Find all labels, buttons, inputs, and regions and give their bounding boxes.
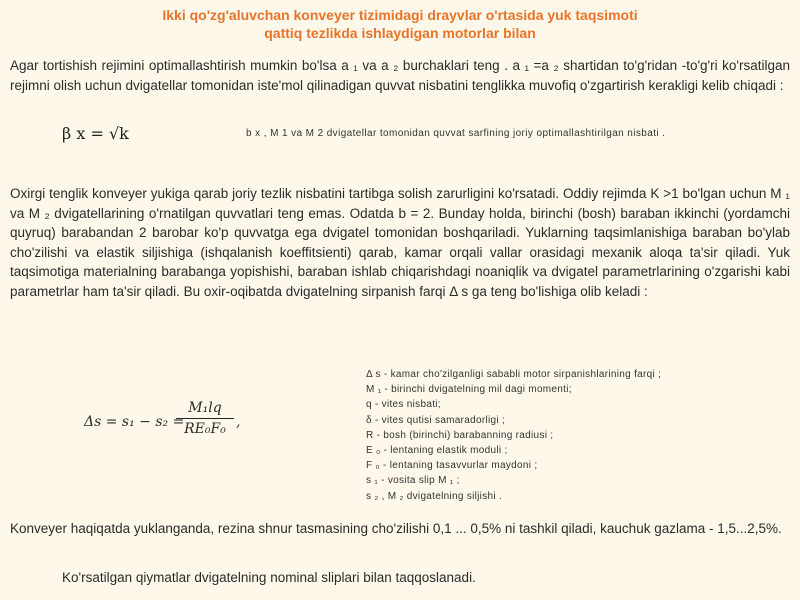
- legend-item: F ₀ - lentaning tasavvurlar maydoni ;: [366, 460, 538, 472]
- formula-slip-difference: [84, 400, 254, 450]
- paragraph-stretch: Konveyer haqiqatda yuklanganda, rezina shnur tasmasining cho'zilishi 0,1 ... 0,5% ni tashkil qiladi, kauchuk gazlama - 1,5...2,5%.: [10, 521, 782, 536]
- legend-item: R - bosh (birinchi) barabanning radiusi ;: [366, 429, 554, 441]
- formula-slip-numerator: M₁lq: [176, 400, 234, 419]
- legend-item: M ₁ - birinchi dvigatelning mil dagi momenti;: [366, 384, 572, 396]
- legend-item: E ₀ - lentaning elastik moduli ;: [366, 445, 508, 457]
- formula-beta-note: b x , M 1 va M 2 dvigatellar tomonidan quvvat sarfining joriy optimallashtirilgan nisbati .: [246, 128, 666, 139]
- paragraph-intro: Agar tortishish rejimini optimallashtirish mumkin bo'lsa a ₁ va a ₂ burchaklari teng . a ₁ =a ₂ shartidan to'g'ridan -to'g'ri ko'rsatilgan rejimni olish uchun dvigatellar tomonidan iste'mol qilinadigan quvvat nisbatini tenglikka muvofiq o'zgartirish kerakligi kelib chiqadi :: [10, 58, 790, 93]
- formula-slip-denominator: RE₀F₀: [184, 421, 226, 437]
- formula-slip-lhs: Δs = s₁ − s₂ =: [84, 414, 185, 430]
- formula-slip-fraction: [176, 400, 234, 437]
- formula-legend: [366, 367, 786, 504]
- title-line-1: Ikki qo'zg'aluvchan konveyer tizimidagi drayvlar o'rtasida yuk taqsimoti: [162, 7, 638, 23]
- legend-item: s ₁ - vosita slip M ₁ ;: [366, 475, 460, 487]
- legend-item: q - vites nisbati;: [366, 399, 441, 411]
- title-line-2: qattiq tezlikda ishlaydigan motorlar bilan: [264, 25, 536, 41]
- legend-item: s ₂ , M ₂ dvigatelning siljishi .: [366, 490, 503, 502]
- formula-slip-comma: ,: [236, 414, 241, 430]
- legend-item: Δ s - kamar cho'zilganligi sababli motor sirpanishlarining farqi ;: [366, 369, 662, 380]
- paragraph-conclusion: Ko'rsatilgan qiymatlar dvigatelning nominal sliplari bilan taqqoslanadi.: [62, 570, 476, 585]
- legend-item: δ - vites qutisi samaradorligi ;: [366, 414, 506, 426]
- page-title: [0, 6, 800, 42]
- formula-beta: β x = √k: [62, 124, 129, 143]
- paragraph-main: Oxirgi tenglik konveyer yukiga qarab joriy tezlik nisbatini tartibga solish zarurligini ko'rsatadi. Oddiy rejimda K >1 bo'lgan uchun M ₁ va M ₂ dvigatellarining o'rnatilgan quvvatlari teng emas. Odatda b = 2. Bunday holda, birinchi (bosh) baraban ikkinchi (yordamchi quyruq) barabandan 2 barobar ko'p quvvatga ega dvigatel tomonidan boshqariladi. Yuklarning taqsimlanishiga baraban bo'ylab cho'zilishi va elastik siljishiga (ishqalanish koeffitsienti) qarab, kamar orqali vallar orasidagi mexanik aloqa ta'sir qiladi. Yuk taqsimotiga materialning barabanga yopishishi, baraban ishlab chiqarishdagi noaniqlik va dvigatel parametrlarining o'zgarishi kabi parametrlar ham ta'sir qiladi. Bu oxir-oqibatda dvigatelning sirpanish farqi Δ s ga teng bo'lishiga olib keladi :: [10, 186, 790, 299]
